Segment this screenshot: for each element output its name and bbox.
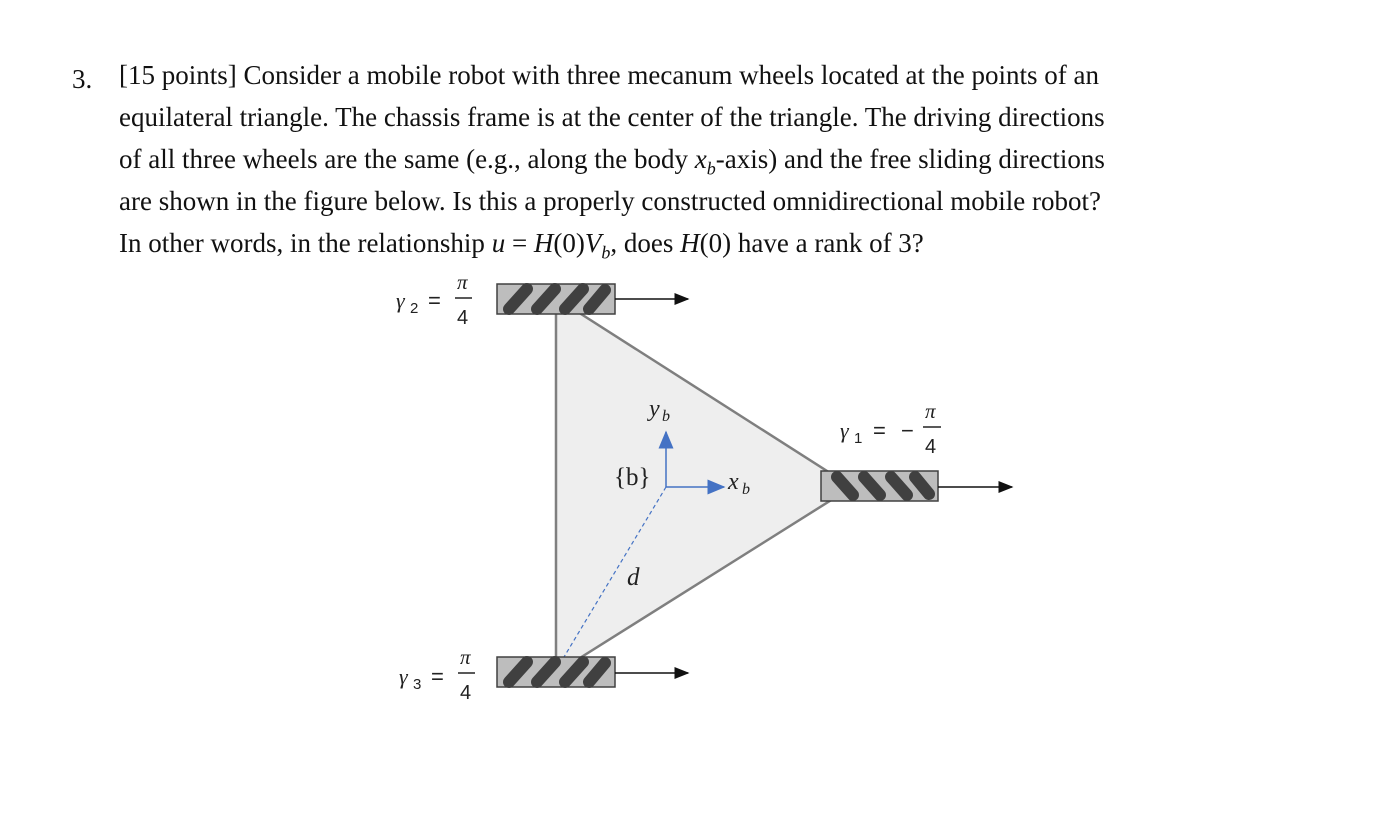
gamma3-symbol: γ xyxy=(399,664,408,689)
gamma2-denominator: 4 xyxy=(457,307,469,329)
gamma3-numerator: π xyxy=(460,645,471,669)
wheel-1 xyxy=(821,471,1012,501)
gamma1-symbol: γ xyxy=(840,418,849,443)
xb-fig-variable: x xyxy=(728,469,739,495)
gamma2-numerator: π xyxy=(457,270,468,294)
wheel-2 xyxy=(497,284,688,314)
line5-text-c: have a rank of 3? xyxy=(731,228,924,258)
H-argument-2: (0) xyxy=(699,228,732,258)
gamma2-label xyxy=(396,270,472,329)
chassis-triangle xyxy=(556,298,852,673)
gamma1-label xyxy=(840,399,941,458)
gamma3-equals: = xyxy=(431,664,444,689)
gamma2-symbol: γ xyxy=(396,288,405,313)
xb-subscript: b xyxy=(706,158,716,179)
line5-text-a: In other words, in the relationship xyxy=(119,228,492,258)
xb-variable: x xyxy=(694,144,707,174)
V-twist: V xyxy=(584,228,602,258)
gamma1-denominator: 4 xyxy=(925,436,937,458)
gamma3-denominator: 4 xyxy=(460,682,472,704)
H-matrix-2: H xyxy=(680,228,700,258)
gamma1-minus: − xyxy=(901,418,914,443)
u-variable: u xyxy=(491,228,506,258)
V-subscript: b xyxy=(601,242,611,263)
d-label: d xyxy=(627,564,640,591)
problem-number: 3. xyxy=(72,64,93,94)
H-matrix: H xyxy=(533,228,554,258)
gamma3-label xyxy=(399,645,475,704)
gamma1-subscript: 1 xyxy=(854,430,863,447)
yb-subscript: b xyxy=(662,408,670,425)
wheel-3 xyxy=(497,657,688,687)
equals-sign: = xyxy=(505,228,534,258)
problem-line-2: equilateral triangle. The chassis frame is at the center of the triangle. The driving directions xyxy=(119,102,1105,132)
gamma2-equals: = xyxy=(428,288,441,313)
gamma2-subscript: 2 xyxy=(410,300,419,317)
line5-text-b: , does xyxy=(610,228,681,258)
gamma1-equals: = xyxy=(873,418,886,443)
body-frame-label: {b} xyxy=(614,464,651,491)
gamma3-subscript: 3 xyxy=(413,676,422,693)
gamma1-numerator: π xyxy=(925,399,936,423)
line3-text-a: of all three wheels are the same (e.g., along the body xyxy=(119,144,695,174)
xb-fig-subscript: b xyxy=(742,481,750,498)
yb-variable: y xyxy=(649,396,660,422)
problem-line-4: are shown in the figure below. Is this a properly constructed omnidirectional mobile robot? xyxy=(119,186,1101,216)
H-argument: (0) xyxy=(553,228,585,258)
line3-text-b: -axis) and the free sliding directions xyxy=(715,144,1105,174)
problem-line-1: [15 points] Consider a mobile robot with three mecanum wheels located at the points of an xyxy=(119,60,1100,90)
